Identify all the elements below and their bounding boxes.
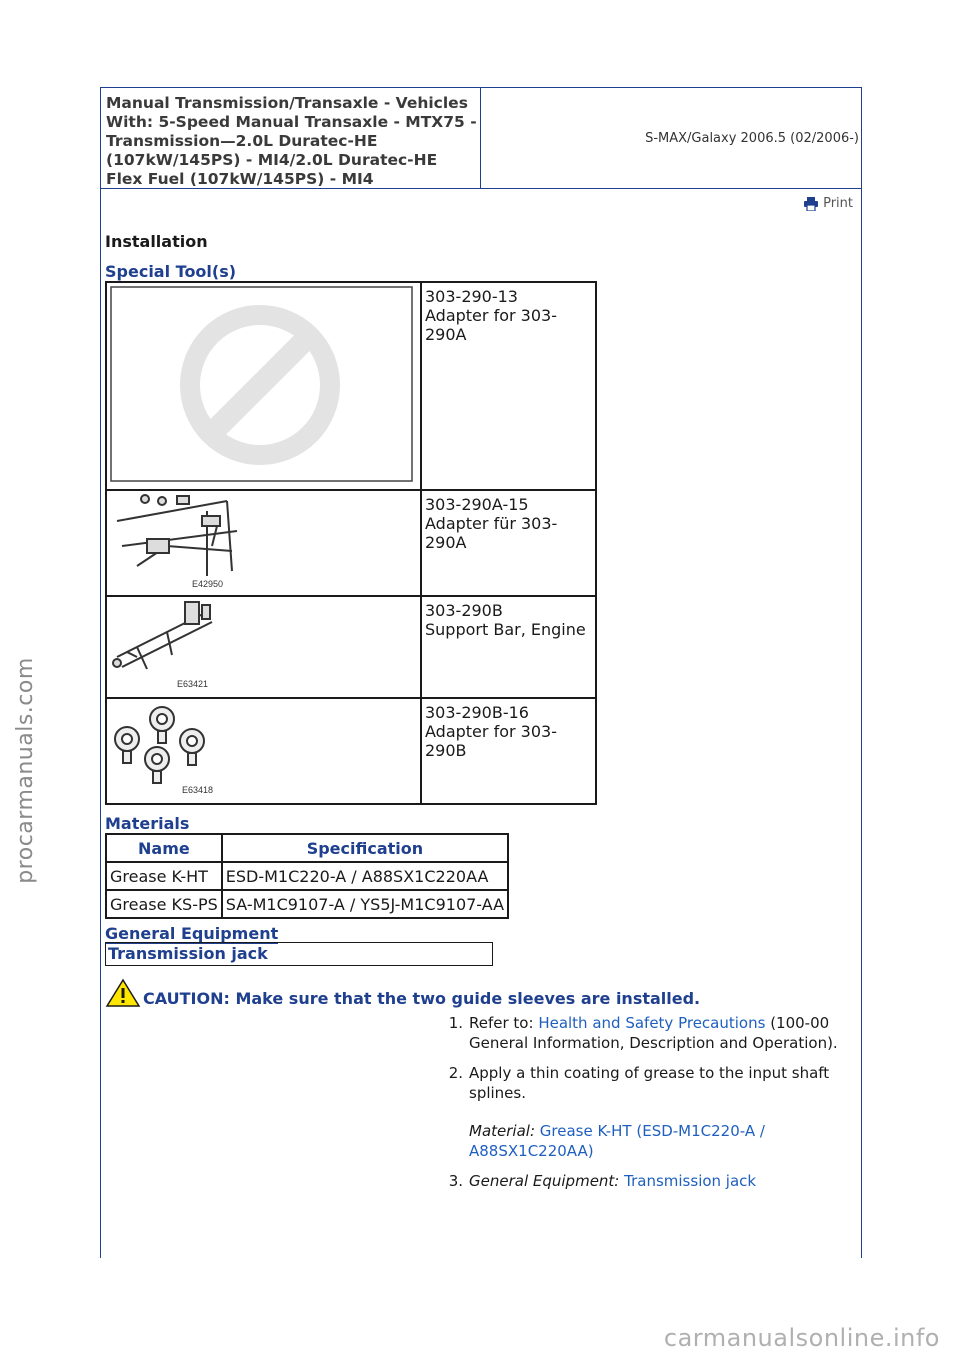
general-equipment-heading: General Equipment <box>105 924 279 943</box>
column-header: Specification <box>222 834 508 862</box>
adapter-eyes-illustration <box>107 699 416 799</box>
material-label: Material: <box>469 1122 535 1140</box>
tool-row <box>106 490 596 596</box>
side-watermark <box>10 640 40 900</box>
special-tools-table <box>105 281 597 805</box>
step-text <box>469 1063 859 1161</box>
figure-label: E63418 <box>182 785 214 795</box>
figure-label: E42950 <box>192 579 224 589</box>
tool-description: Adapter for 303-290B <box>425 722 557 760</box>
tool-row <box>106 698 596 804</box>
printer-icon <box>803 197 819 211</box>
tool-image-cell <box>106 596 421 698</box>
tool-description: Support Bar, Engine <box>425 620 586 639</box>
grease-link[interactable]: Grease K-HT (ESD-M1C220-A / A88SX1C220AA) <box>469 1122 765 1160</box>
tool-code: 303-290B-16 <box>425 703 529 722</box>
document-title: Manual Transmission/Transaxle - Vehicles With: 5-Speed Manual Transaxle - MTX75 - Transmission—2.0L Duratec-HE (107kW/145PS) - MI4/2.0L Duratec-HE Flex Fuel (107kW/145PS) - MI4 <box>106 94 477 188</box>
material-spec: SA-M1C9107-A / YS5J-M1C9107-AA <box>222 890 508 918</box>
step-number: 2. <box>448 1064 463 1082</box>
step-text <box>469 1171 859 1191</box>
material-spec: ESD-M1C220-A / A88SX1C220AA <box>222 862 508 890</box>
print-button[interactable] <box>803 196 853 211</box>
document-header <box>101 88 861 189</box>
materials-table <box>105 833 509 919</box>
print-label: Print <box>823 196 853 211</box>
image-unavailable-icon <box>107 283 416 485</box>
health-safety-link[interactable]: Health and Safety Precautions <box>538 1014 766 1032</box>
warning-icon <box>105 978 141 1008</box>
equipment-label: General Equipment: <box>469 1172 620 1190</box>
vehicle-model <box>481 88 859 188</box>
document-frame <box>100 87 862 1258</box>
list-item <box>431 1013 859 1053</box>
installation-heading: Installation <box>105 232 208 251</box>
step-prefix: Refer to: <box>469 1014 539 1032</box>
list-item <box>431 1171 859 1191</box>
tool-text-cell <box>421 490 596 596</box>
step-text <box>469 1013 859 1053</box>
materials-header-row <box>106 834 508 862</box>
bottom-watermark: carmanualsonline.info <box>663 1324 940 1352</box>
caution-text: CAUTION: Make sure that the two guide sleeves are installed. <box>143 989 701 1008</box>
tool-row <box>106 282 596 490</box>
vehicle-model-text: S-MAX/Galaxy 2006.5 (02/2006-) <box>645 130 859 146</box>
adapter-kit-illustration <box>107 491 416 591</box>
procedure-steps <box>431 1013 859 1201</box>
tool-text-cell <box>421 698 596 804</box>
table-row <box>106 890 508 918</box>
figure-label: E63421 <box>177 679 209 689</box>
tool-image-cell <box>106 490 421 596</box>
tool-image-cell <box>106 698 421 804</box>
tool-description: Adapter für 303-290A <box>425 514 558 552</box>
tool-code: 303-290A-15 <box>425 495 529 514</box>
step-suffix: (100-00 General Information, Description and Operation). <box>469 1014 838 1052</box>
special-tools-heading: Special Tool(s) <box>105 262 237 281</box>
material-name: Grease K-HT <box>106 862 222 890</box>
step-instruction: Apply a thin coating of grease to the input shaft splines. <box>469 1064 830 1102</box>
materials-heading: Materials <box>105 814 190 833</box>
tool-text-cell <box>421 596 596 698</box>
side-watermark-text: procarmanuals.com <box>12 656 38 884</box>
transmission-jack-link[interactable]: Transmission jack <box>624 1172 757 1190</box>
engine-support-bar-illustration <box>107 597 416 693</box>
table-row <box>106 862 508 890</box>
tool-code: 303-290-13 <box>425 287 518 306</box>
tool-text-cell <box>421 282 596 490</box>
material-name: Grease KS-PS <box>106 890 222 918</box>
step-number: 3. <box>448 1172 463 1190</box>
tool-description: Adapter for 303-290A <box>425 306 557 344</box>
tool-code: 303-290B <box>425 601 503 620</box>
tool-row <box>106 596 596 698</box>
caution-note <box>105 978 700 1008</box>
tool-image-cell <box>106 282 421 490</box>
general-equipment-item: Transmission jack <box>105 942 493 966</box>
step-number: 1. <box>448 1014 463 1032</box>
column-header: Name <box>106 834 222 862</box>
list-item <box>431 1063 859 1161</box>
